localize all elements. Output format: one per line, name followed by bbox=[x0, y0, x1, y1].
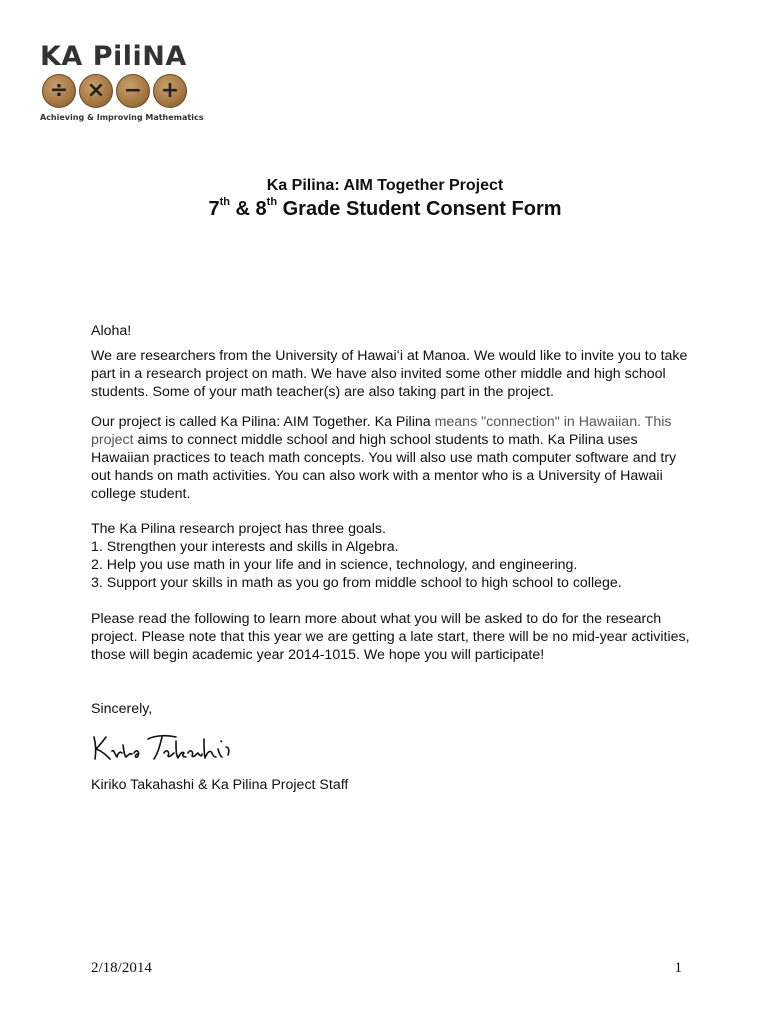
multiply-icon: × bbox=[79, 74, 113, 108]
ka-pilina-logo bbox=[40, 41, 204, 122]
goals-intro: The Ka Pilina research project has three goals. bbox=[91, 521, 386, 537]
signatory bbox=[91, 776, 691, 794]
handwritten-signature bbox=[90, 727, 250, 767]
superscript-th: th bbox=[219, 196, 230, 208]
minus-icon: − bbox=[116, 74, 150, 108]
goal-item: 3. Support your skills in math as you go from middle school to high school to college. bbox=[91, 575, 622, 591]
closing-text: Sincerely, bbox=[91, 701, 153, 717]
paragraph-project bbox=[91, 413, 691, 503]
form-title bbox=[0, 198, 770, 221]
plus-icon: + bbox=[153, 74, 187, 108]
page-number: 1 bbox=[674, 960, 682, 976]
closing bbox=[91, 700, 691, 718]
logo-math-symbols bbox=[42, 74, 190, 108]
goals-section bbox=[91, 520, 691, 592]
paragraph-intro-text: We are researchers from the University of Hawaiʻi at Manoa. We would like to invite you to take part in a research project on math. We have also invited some other middle and high school students. Some of your math teacher(s) are also taking part in the project. bbox=[91, 348, 688, 400]
project-title: Ka Pilina: AIM Together Project bbox=[266, 177, 504, 194]
paragraph-instructions bbox=[91, 610, 691, 664]
paragraph-intro bbox=[91, 347, 691, 401]
divide-icon: ÷ bbox=[42, 74, 76, 108]
logo-tagline: Achieving & Improving Mathematics bbox=[40, 113, 204, 122]
grade-seven: 7 bbox=[208, 198, 220, 220]
paragraph-project-part3: aims to connect middle school and high school students to math. Ka Pilina uses Hawaiian practices to teach math concepts. You will also use math computer software and try out hands on math activities. You can also work with a mentor who is a University of Hawaii college student. bbox=[91, 432, 677, 502]
paragraph-instructions-text: Please read the following to learn more about what you will be asked to do for the research project. Please note that this year we are getting a late start, there will be no mid-year activities, those will begin academic year 2014-1015. We hope you will participate! bbox=[91, 611, 690, 663]
logo-title: KA PiliNA bbox=[40, 41, 187, 72]
greeting-text: Aloha! bbox=[91, 323, 132, 339]
grade-eight: & 8 bbox=[229, 198, 267, 220]
greeting bbox=[91, 322, 691, 340]
goal-item: 2. Help you use math in your life and in science, technology, and engineering. bbox=[91, 557, 578, 573]
signatory-text: Kiriko Takahashi & Ka Pilina Project Staff bbox=[91, 777, 349, 793]
goal-item: 1. Strengthen your interests and skills in Algebra. bbox=[91, 539, 399, 555]
footer-date: 2/18/2014 bbox=[91, 960, 152, 976]
paragraph-project-part2: means "connection" in Hawaiian. This project bbox=[91, 414, 672, 448]
paragraph-project-part1: Our project is called Ka Pilina: AIM Together. Ka Pilina bbox=[91, 414, 435, 430]
form-title-text: Grade Student Consent Form bbox=[277, 198, 562, 220]
superscript-th: th bbox=[266, 196, 278, 208]
paragraph-project-text bbox=[91, 413, 691, 503]
